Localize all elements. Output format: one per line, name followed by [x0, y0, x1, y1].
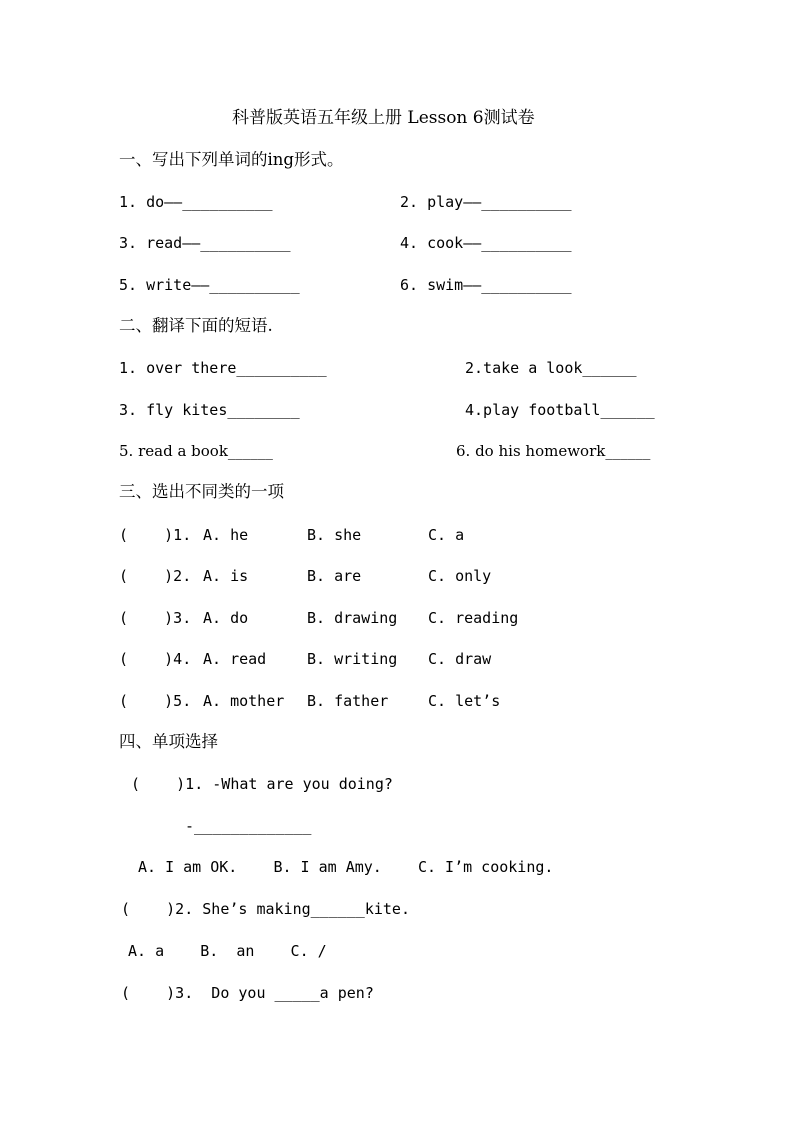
- section-1-item-6: 6. swim——__________: [400, 276, 572, 294]
- section-4-question-1: ( )1. -What are you doing?: [131, 775, 393, 793]
- section-3-row-1-option-b: B. she: [307, 526, 362, 544]
- section-2-item-4: 4.play football______: [465, 401, 655, 419]
- section-3-row-2-option-c: C. only: [428, 567, 492, 585]
- section-2-item-5: 5. read a book______: [119, 442, 273, 460]
- section-1-item-4: 4. cook——__________: [400, 234, 572, 252]
- section-3-row-4-option-b: B. writing: [307, 650, 398, 668]
- section-3-row-1-num: ( )1.: [119, 526, 192, 544]
- section-2-item-2: 2.take a look______: [465, 359, 637, 377]
- section-3-row-5-option-a: A. mother: [203, 692, 285, 710]
- section-4-question-3: ( )3. Do you _____a pen?: [121, 984, 374, 1002]
- section-1-item-1: 1. do——__________: [119, 193, 273, 211]
- section-3-row-1-option-c: C. a: [428, 526, 465, 544]
- section-3-row-5-option-c: C. let’s: [428, 692, 501, 710]
- section-4-question-2: ( )2. She’s making______kite.: [121, 900, 410, 918]
- section-4-question-1-options: A. I am OK. B. I am Amy. C. I’m cooking.: [138, 858, 554, 876]
- section-2-item-1: 1. over there__________: [119, 359, 327, 377]
- section-3-row-3-num: ( )3.: [119, 609, 192, 627]
- section-3-row-3-option-c: C. reading: [428, 609, 519, 627]
- section-3-row-4-option-a: A. read: [203, 650, 267, 668]
- section-2-heading: 二、翻译下面的短语.: [119, 316, 273, 335]
- section-3-row-5-num: ( )5.: [119, 692, 192, 710]
- section-4-question-2-options: A. a B. an C. /: [128, 942, 327, 960]
- section-2-item-3: 3. fly kites________: [119, 401, 300, 419]
- section-4-heading: 四、单项选择: [119, 732, 218, 751]
- section-1-item-5: 5. write——__________: [119, 276, 300, 294]
- section-3-row-2-num: ( )2.: [119, 567, 192, 585]
- section-1-item-3: 3. read——__________: [119, 234, 291, 252]
- section-3-row-3-option-a: A. do: [203, 609, 249, 627]
- page-title: 科普版英语五年级上册 Lesson 6测试卷: [232, 108, 535, 128]
- section-2-item-6: 6. do his homework______: [456, 442, 651, 460]
- section-3-row-1-option-a: A. he: [203, 526, 249, 544]
- section-3-row-3-option-b: B. drawing: [307, 609, 398, 627]
- section-3-row-2-option-a: A. is: [203, 567, 249, 585]
- section-3-heading: 三、选出不同类的一项: [119, 482, 284, 501]
- section-1-item-2: 2. play——__________: [400, 193, 572, 211]
- section-3-row-4-option-c: C. draw: [428, 650, 492, 668]
- section-1-heading: 一、写出下列单词的ing形式。: [119, 150, 344, 169]
- section-3-row-5-option-b: B. father: [307, 692, 389, 710]
- section-4-question-1-answer-line: -_____________: [185, 817, 312, 835]
- section-3-row-4-num: ( )4.: [119, 650, 192, 668]
- section-3-row-2-option-b: B. are: [307, 567, 362, 585]
